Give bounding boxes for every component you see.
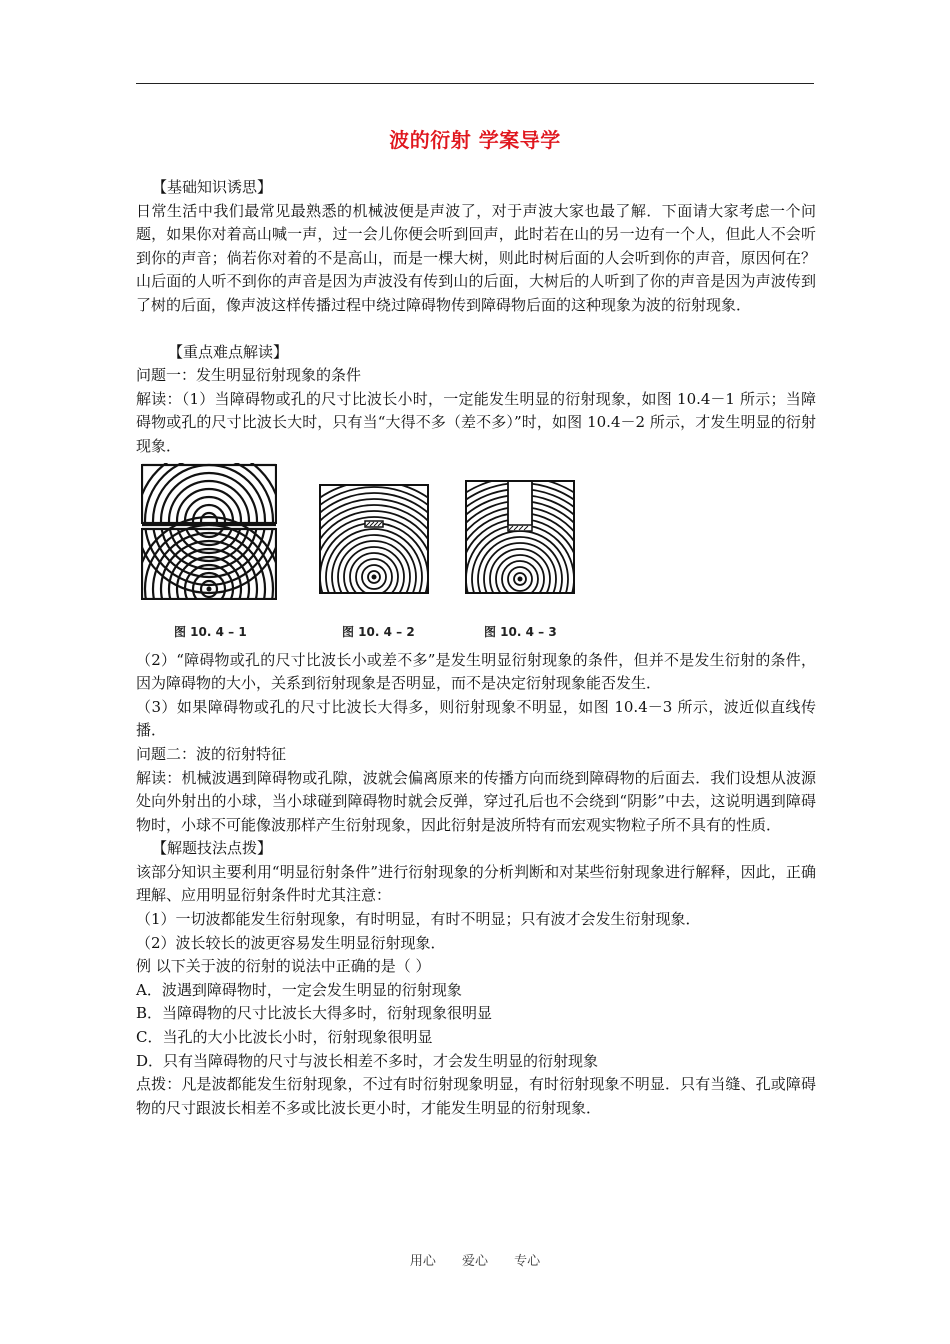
question-1-body: 解读：（1）当障碍物或孔的尺寸比波长小时，一定能发生明显的衍射现象，如图 10.4－1 所示；当障碍物或孔的尺寸比波长大时，只有当“大得不多（差不多）”时，如图 10.4－2 所示，才发生明显的衍射现象． xyxy=(136,389,816,455)
section-header-technique: 【解题技法点拨】 xyxy=(152,839,273,858)
technique-body: 该部分知识主要利用“明显衍射条件”进行衍射现象的分析判断和对某些衍射现象进行解释，因此，正确理解、应用明显衍射条件时尤其注意： xyxy=(136,862,816,905)
figure-10-4-2 xyxy=(318,483,430,595)
question-1-point-3: （3）如果障碍物或孔的尺寸比波长大得多，则衍射现象不明显，如图 10.4－3 所示，波近似直线传播． xyxy=(136,697,816,740)
page-title: 波的衍射 学案导学 xyxy=(389,128,561,152)
section-header-basic: 【基础知识诱思】 xyxy=(152,178,273,196)
section-header-key: 【重点难点解读】 xyxy=(168,342,289,361)
header-rule xyxy=(136,83,814,84)
figure-row xyxy=(136,463,816,643)
footer-word-2: 爱心 xyxy=(461,1254,488,1269)
option-c: C．当孔的大小比波长小时，衍射现象很明显 xyxy=(136,1028,433,1047)
technique-point-2: （2）波长较长的波更容易发生明显衍射现象． xyxy=(136,933,446,952)
technique-point-1: （1）一切波都能发生衍射现象，有时明显，有时不明显；只有波才会发生衍射现象． xyxy=(136,910,701,929)
figure-10-4-1 xyxy=(140,463,278,603)
option-a: A．波遇到障碍物时，一定会发生明显的衍射现象 xyxy=(136,980,462,999)
option-d: D．只有当障碍物的尺寸与波长相差不多时，才会发生明显的衍射现象 xyxy=(136,1051,599,1070)
question-2-body: 解读：机械波遇到障碍物或孔隙，波就会偏离原来的传播方向而绕到障碍物的后面去．我们设想从波源处向外射出的小球，当小球碰到障碍物时就会反弹，穿过孔后也不会绕到“阴影”中去，这说明遇到障碍物时，小球不可能像波那样产生衍射现象，因此衍射是波所特有而宏观实物粒子所不具有的性质． xyxy=(136,768,816,834)
document-body xyxy=(136,176,816,1120)
footer-word-3: 专心 xyxy=(514,1254,541,1269)
example-question: 例 以下关于波的衍射的说法中正确的是（ ） xyxy=(136,957,431,976)
option-b: B．当障碍物的尺寸比波长大得多时，衍射现象很明显 xyxy=(136,1004,493,1023)
question-2-title: 问题二：波的衍射特征 xyxy=(136,744,287,763)
figure-caption-1: 图 10. 4 – 1 xyxy=(174,624,247,639)
page-footer xyxy=(0,1250,950,1269)
figure-10-4-3 xyxy=(464,479,576,595)
footer-word-1: 用心 xyxy=(409,1254,436,1269)
figure-caption-3: 图 10. 4 – 3 xyxy=(484,624,557,639)
paragraph-basic: 日常生活中我们最常见最熟悉的机械波便是声波了，对于声波大家也最了解．下面请大家考虑一个问题，如果你对着高山喊一声，过一会儿你便会听到回声，此时若在山的另一边有一个人，但此人不会听到你的声音；倘若你对着的不是高山，而是一棵大树，则此时树后面的人会听到你的声音，原因何在？山后面的人听不到你的声音是因为声波没有传到山的后面，大树后的人听到了你的声音是因为声波传到了树的后面，像声波这样传播过程中绕过障碍物传到障碍物后面的这种现象为波的衍射现象． xyxy=(136,201,816,314)
question-1-title: 问题一：发生明显衍射现象的条件 xyxy=(136,366,362,385)
figure-caption-2: 图 10. 4 – 2 xyxy=(342,624,415,639)
question-1-point-2: （2）“障碍物或孔的尺寸比波长小或差不多”是发生明显衍射现象的条件，但并不是发生衍射的条件，因为障碍物的大小，关系到衍射现象是否明显，而不是决定衍射现象能否发生． xyxy=(136,650,816,693)
hint-paragraph: 点拨：凡是波都能发生衍射现象，不过有时衍射现象明显，有时衍射现象不明显．只有当缝、孔或障碍物的尺寸跟波长相差不多或比波长更小时，才能发生明显的衍射现象． xyxy=(136,1075,816,1117)
